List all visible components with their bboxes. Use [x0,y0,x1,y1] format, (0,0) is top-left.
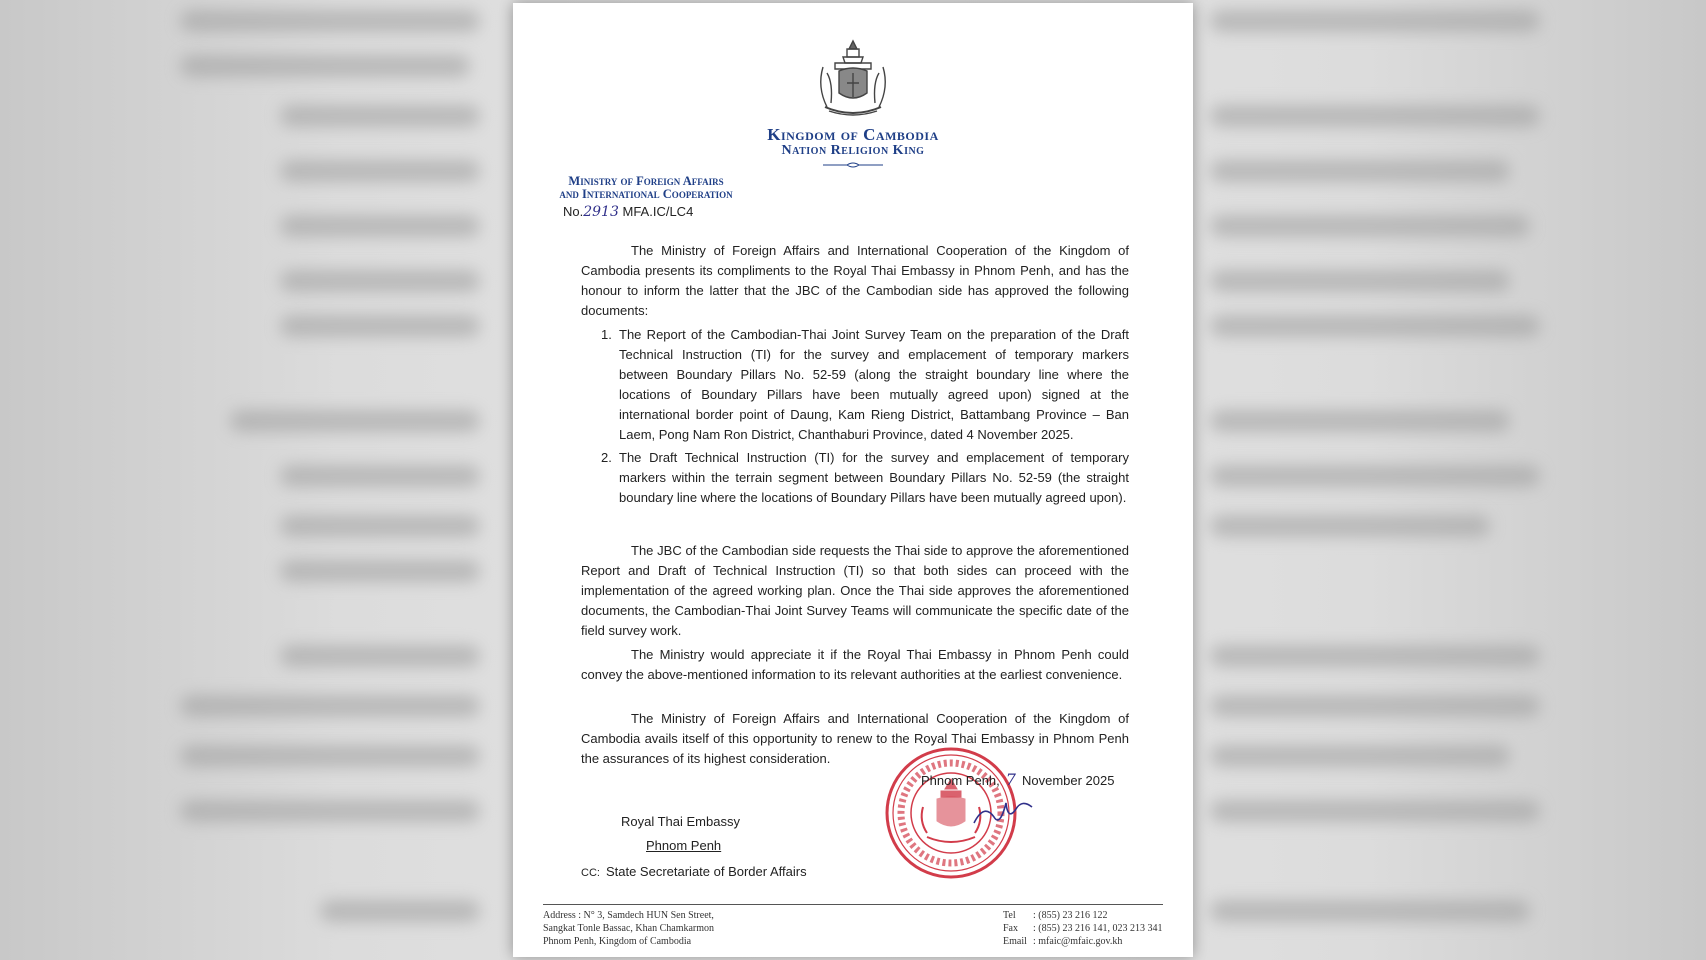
blur-line [280,315,480,337]
ref-suffix: MFA.IC/LC4 [622,204,694,219]
addressee-line-1: Royal Thai Embassy [621,814,740,829]
reference-number [563,204,693,220]
date-line [921,770,1114,789]
blur-line [1210,645,1540,667]
ministry-name-line2: and International Cooperation [559,187,733,201]
blur-line [1210,315,1540,337]
blur-line [230,410,480,432]
blur-line [180,10,480,32]
blur-line [1210,10,1540,32]
document-list-item-1 [601,325,1129,445]
paragraph-text: The JBC of the Cambodian side requests the Thai side to approve the aforementioned Report and Draft of Technical Instruction (TI) so that both sides can proceed with the implementation of the agreed working plan. Once the Thai side approves the aforementioned documents, the Cambodian-Thai Joint Survey Teams will communicate the specific date of the field survey work. [581,543,1129,638]
cc-text: State Secretariate of Border Affairs [605,864,807,879]
blur-line [280,215,480,237]
date-month-year: November 2025 [1021,773,1115,788]
email-label: Email [1003,936,1027,947]
blur-line [280,270,480,292]
blur-line [280,105,480,127]
ref-prefix: No. [563,204,584,219]
blur-line [1210,900,1530,922]
handwritten-signature-icon [968,793,1038,833]
blur-line [180,800,480,822]
blur-line [280,560,480,582]
fax-label: Fax [1003,923,1018,934]
blur-line [280,515,480,537]
blur-line [280,465,480,487]
list-number: 2. [601,450,612,465]
paragraph-text: The Ministry of Foreign Affairs and International Cooperation of the Kingdom of Cambodia avails itself of this opportunity to renew to the Royal Thai Embassy in Phnom Penh the assurances of its highest consideration. [581,711,1129,766]
blur-line [280,160,480,182]
date-day-handwritten: 7 [1005,770,1016,789]
list-item [601,448,1129,508]
contact-fax [1003,922,1162,935]
blur-line [1210,465,1540,487]
paragraph-text: The Ministry of Foreign Affairs and International Cooperation of the Kingdom of Cambodia presents its compliments to the Royal Thai Embassy in Phnom Penh, and has the honour to inform the latter that the JBC of the Cambodian side has approved the following documents: [581,243,1129,318]
kingdom-title: Kingdom of Cambodia [767,125,939,144]
ministry-name-line1: Ministry of Foreign Affairs [568,174,724,188]
kingdom-motto: Nation Religion King [781,143,925,158]
body-paragraph-4 [581,709,1129,769]
addressee-line-2: Phnom Penh [646,838,722,853]
date-place: Phnom Penh, [921,773,1000,788]
blur-line [280,645,480,667]
paragraph-text: The Ministry would appreciate it if the Royal Thai Embassy in Phnom Penh could convey the above-mentioned information to its relevant authorities at the earliest convenience. [581,647,1129,682]
blur-line [1210,215,1530,237]
royal-coat-of-arms-icon [805,37,901,121]
cc-label: CC: [581,867,600,879]
ornament-divider-icon [823,161,883,169]
contact-email [1003,935,1162,948]
blur-line [1210,515,1490,537]
blur-line [180,55,470,77]
blur-line [1210,270,1510,292]
blur-line [320,900,480,922]
body-paragraph-2 [581,541,1129,641]
fax-value: : (855) 23 216 141, 023 213 341 [1033,923,1163,934]
address-line: Phnom Penh, Kingdom of Cambodia [543,936,692,947]
list-text: The Draft Technical Instruction (TI) for the survey and emplacement of temporary markers within the terrain segment between Boundary Pillars No. 52-59 (the straight boundary line where the locations of Boundary Pillars have been mutually agreed upon). [619,450,1129,505]
tel-value: : (855) 23 216 122 [1033,910,1108,921]
blur-line [180,745,480,767]
blur-line [1210,800,1540,822]
cc-line [581,864,807,879]
blur-line [1210,745,1510,767]
body-paragraph-3 [581,645,1129,685]
blur-line [1210,160,1510,182]
list-number: 1. [601,327,612,342]
document-list-item-2 [601,448,1129,508]
blur-line [1210,695,1540,717]
contact-tel [1003,909,1162,922]
letter-page [513,3,1193,957]
footer-address [543,909,714,948]
ref-handwritten-number: 2913 [583,204,619,220]
body-paragraph-1 [581,241,1129,321]
address-line: Sangkat Tonle Bassac, Khan Chamkarmon [543,923,715,934]
blur-line [1210,410,1510,432]
address-line: Address : N° 3, Samdech HUN Sen Street, [543,910,714,921]
footer-divider [543,904,1163,905]
list-text: The Report of the Cambodian-Thai Joint Survey Team on the preparation of the Draft Technical Instruction (TI) for the survey and emplacement of temporary markers between Boundary Pillars No. 52-59 (along the straight boundary line where the locations of Boundary Pillars have been mutually agreed upon) signed at the international border point of Daung, Kam Rieng District, Battambang Province – Ban Laem, Pong Nam Ron District, Chanthaburi Province, dated 4 November 2025. [619,327,1129,442]
list-item [601,325,1129,445]
email-value: : mfaic@mfaic.gov.kh [1033,936,1123,947]
tel-label: Tel [1003,910,1016,921]
footer-contacts [1003,909,1162,948]
blur-line [180,695,480,717]
blur-line [1210,105,1540,127]
